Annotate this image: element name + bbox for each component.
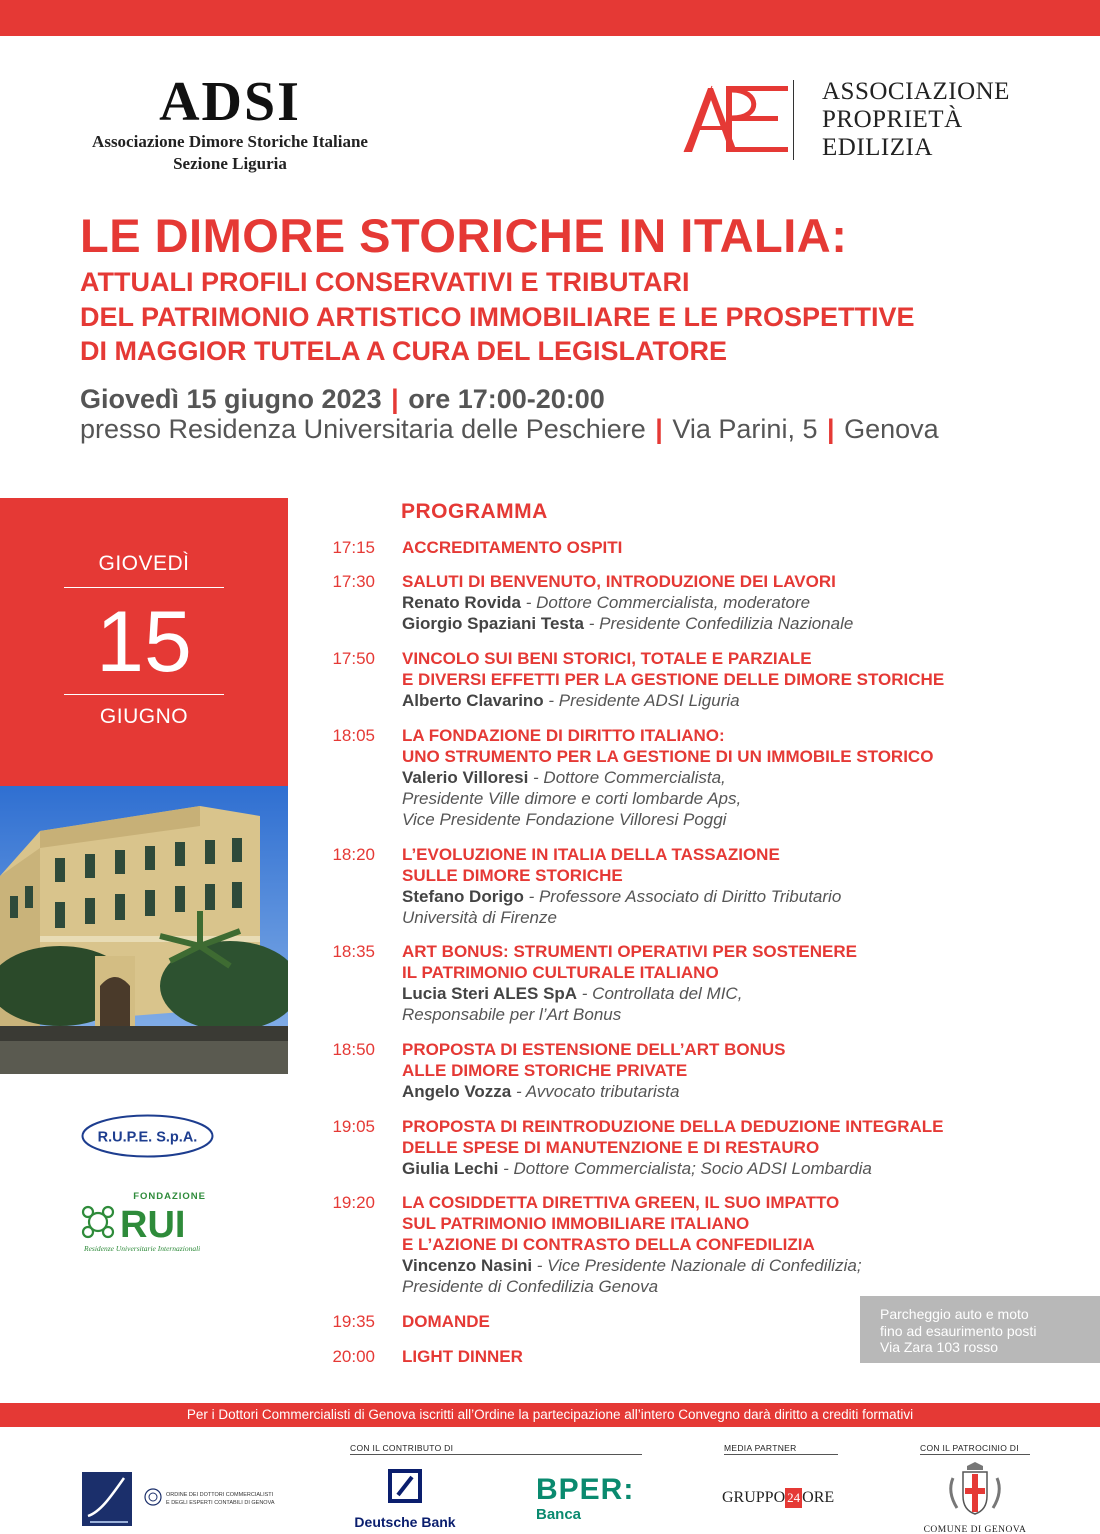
program-heading: LA COSIDDETTA DIRETTIVA GREEN, IL SUO IMPATTO: [402, 1193, 840, 1212]
rupe-logo: [80, 1113, 215, 1159]
adsi-logo-line1: Associazione Dimore Storiche Italiane: [92, 132, 368, 151]
program-time: 17:50: [332, 649, 375, 668]
gruppo24ore-logo: [722, 1488, 834, 1508]
genova-coat-of-arms-icon: [945, 1462, 1005, 1518]
program-heading: IL PATRIMONIO CULTURALE ITALIANO: [402, 963, 719, 982]
program-time: 18:05: [332, 726, 375, 745]
program-speaker-line: [402, 788, 1082, 809]
speaker-role: Responsabile per l’Art Bonus: [402, 1005, 622, 1024]
parking-line-1: Parcheggio auto e moto: [880, 1306, 1029, 1322]
date-box-month: GIUGNO: [99, 705, 189, 728]
footer-rule-media: [724, 1454, 838, 1455]
date-box-day: GIOVEDÌ: [98, 552, 190, 575]
ape-logo-line3: EDILIZIA: [822, 134, 933, 161]
rui-logo-sub: Residenze Universitarie Internazionali: [84, 1244, 201, 1253]
comune-genova-logo: [920, 1462, 1030, 1534]
program-heading: L’EVOLUZIONE IN ITALIA DELLA TASSAZIONE: [402, 845, 780, 864]
odcec-emblem-icon: [80, 1468, 140, 1530]
speaker-name: Angelo Vozza: [402, 1082, 512, 1101]
parking-note: [860, 1296, 1100, 1363]
program-time: 19:05: [332, 1117, 375, 1136]
program-body: [402, 1192, 1082, 1297]
program-heading: UNO STRUMENTO PER LA GESTIONE DI UN IMMOBILE STORICO: [402, 747, 934, 766]
program-heading: ART BONUS: STRUMENTI OPERATIVI PER SOSTENERE: [402, 942, 857, 961]
speaker-role: - Presidente Confedilizia Nazionale: [584, 614, 854, 633]
speaker-role: - Presidente ADSI Liguria: [543, 691, 740, 710]
speaker-role: - Professore Associato di Diritto Tributario: [523, 887, 842, 906]
speaker-name: Renato Rovida: [402, 593, 522, 612]
speaker-name: Lucia Steri ALES SpA: [402, 984, 578, 1003]
rui-logo-top: FONDAZIONE: [133, 1191, 206, 1202]
adsi-logo-name: ADSI: [159, 71, 301, 133]
footer-label-media: MEDIA PARTNER: [724, 1443, 797, 1453]
program-heading: E DIVERSI EFFETTI PER LA GESTIONE DELLE DIMORE STORICHE: [402, 670, 945, 689]
parking-line-3: Via Zara 103 rosso: [880, 1339, 999, 1355]
event-date: Giovedì 15 giugno 2023: [80, 384, 382, 414]
top-red-bar: [0, 0, 1100, 36]
bper-logo-name: BPER:: [536, 1473, 635, 1506]
program-body: [402, 1116, 1082, 1179]
deutsche-bank-logo: [350, 1468, 460, 1530]
speaker-role: Presidente Ville dimore e corti lombarde Aps,: [402, 789, 742, 808]
date-box-number: 15: [96, 594, 192, 690]
gruppo24ore-left: GRUPPO: [722, 1489, 786, 1506]
page-title: LE DIMORE STORICHE IN ITALIA:: [80, 209, 848, 262]
rui-logo-name: RUI: [120, 1204, 186, 1246]
program-time: 19:20: [332, 1193, 375, 1212]
program-body: [402, 648, 1082, 711]
program-time: 20:00: [332, 1347, 375, 1366]
program-time: 18:50: [332, 1040, 375, 1059]
event-time: ore 17:00-20:00: [408, 384, 605, 414]
program-speaker-line: [402, 983, 1082, 1004]
odcec-logo: [80, 1468, 275, 1530]
program-heading: ACCREDITAMENTO OSPITI: [402, 538, 623, 557]
event-venue-line: [80, 414, 939, 445]
program-heading: E L’AZIONE DI CONTRASTO DELLA CONFEDILIZIA: [402, 1235, 815, 1254]
program-speaker-line: [402, 1255, 1082, 1276]
program-time: 18:35: [332, 942, 375, 961]
date-box-divider-bottom: [64, 694, 224, 695]
odcec-text: [166, 1491, 275, 1507]
speaker-role: - Dottore Commercialista, moderatore: [521, 593, 811, 612]
date-box-divider-top: [64, 587, 224, 588]
speaker-role: - Avvocato tributarista: [511, 1082, 680, 1101]
event-date-line: [80, 384, 605, 415]
program-speaker-line: [402, 767, 1082, 788]
adsi-logo: [80, 71, 380, 174]
program-title: PROGRAMMA: [401, 500, 548, 523]
speaker-role: - Vice Presidente Nazionale di Confedilizia;: [532, 1256, 862, 1275]
program-heading: LA FONDAZIONE DI DIRITTO ITALIANO:: [402, 726, 725, 745]
ape-logo-divider: [793, 80, 794, 160]
program-body: [402, 571, 1082, 634]
separator: |: [391, 384, 399, 414]
program-speaker-line: [402, 613, 1082, 634]
program-body: [402, 1039, 1082, 1102]
rui-logo: [80, 1188, 210, 1258]
footer-label-contributo: CON IL CONTRIBUTO DI: [350, 1443, 454, 1453]
rupe-logo-text: R.U.P.E. S.p.A.: [97, 1129, 198, 1146]
program-speaker-line: [402, 1276, 1082, 1297]
program-heading: SULLE DIMORE STORICHE: [402, 866, 623, 885]
program-time: 19:35: [332, 1312, 375, 1331]
speaker-role: - Controllata del MIC,: [577, 984, 743, 1003]
program-time: 17:30: [332, 572, 375, 591]
bper-logo-sub: Banca: [536, 1506, 582, 1523]
speaker-name: Valerio Villoresi: [402, 768, 529, 787]
speaker-name: Vincenzo Nasini: [402, 1256, 533, 1275]
program-heading: SUL PATRIMONIO IMMOBILIARE ITALIANO: [402, 1214, 750, 1233]
odcec-seal-icon: [144, 1488, 162, 1506]
program-speaker-line: [402, 1004, 1082, 1025]
adsi-logo-line2: Sezione Liguria: [173, 154, 287, 173]
odcec-line-1: ORDINE DEI DOTTORI COMMERCIALISTI: [166, 1492, 274, 1498]
ape-logo-line2: PROPRIETÀ: [822, 106, 963, 133]
ape-logo-line1: ASSOCIAZIONE: [822, 78, 1010, 105]
speaker-name: Giorgio Spaziani Testa: [402, 614, 584, 633]
program-speaker-line: [402, 886, 1082, 907]
subtitle-line-1: ATTUALI PROFILI CONSERVATIVI E TRIBUTARI: [80, 267, 690, 297]
program-body: [402, 725, 1082, 830]
program-heading: PROPOSTA DI ESTENSIONE DELL’ART BONUS: [402, 1040, 786, 1059]
program-speaker-line: [402, 809, 1082, 830]
villa-photo-illustration: [0, 786, 288, 1074]
program-body: [402, 537, 1082, 558]
program-speaker-line: [402, 1158, 1082, 1179]
program-speaker-line: [402, 592, 1082, 613]
odcec-line-2: E DEGLI ESPERTI CONTABILI DI GENOVA: [166, 1500, 275, 1506]
bper-logo: [536, 1474, 656, 1524]
speaker-role: Presidente di Confedilizia Genova: [402, 1277, 659, 1296]
program-heading: DELLE SPESE DI MANUTENZIONE E DI RESTAURO: [402, 1138, 820, 1157]
footer-rule-patrocinio: [920, 1454, 1030, 1455]
speaker-role: Vice Presidente Fondazione Villoresi Poggi: [402, 810, 727, 829]
subtitle-line-3: DI MAGGIOR TUTELA A CURA DEL LEGISLATORE: [80, 336, 727, 366]
deutsche-bank-name: Deutsche Bank: [354, 1514, 456, 1530]
program-heading: LIGHT DINNER: [402, 1347, 523, 1366]
program-heading: SALUTI DI BENVENUTO, INTRODUZIONE DEI LAVORI: [402, 572, 836, 591]
program-speaker-line: [402, 1081, 1082, 1102]
program-body: [402, 844, 1082, 928]
speaker-name: Alberto Clavarino: [402, 691, 544, 710]
program-speaker-line: [402, 907, 1082, 928]
program-time: 18:20: [332, 845, 375, 864]
speaker-role: - Dottore Commercialista,: [528, 768, 726, 787]
program-body: [402, 941, 1082, 1025]
credits-bar: Per i Dottori Commercialisti di Genova iscritti all’Ordine la partecipazione all’intero Convegno darà diritto a crediti formativi: [0, 1403, 1100, 1427]
speaker-role: - Dottore Commercialista; Socio ADSI Lombardia: [498, 1159, 872, 1178]
program-heading: PROPOSTA DI REINTRODUZIONE DELLA DEDUZIONE INTEGRALE: [402, 1117, 944, 1136]
separator: |: [655, 414, 663, 444]
speaker-name: Giulia Lechi: [402, 1159, 499, 1178]
speaker-role: Università di Firenze: [402, 908, 557, 927]
rui-logo-emblem-icon: [80, 1188, 210, 1258]
gruppo24ore-right: ORE: [802, 1489, 835, 1506]
ape-logo-mark-icon: [682, 78, 802, 158]
deutsche-bank-slash-icon: [387, 1468, 423, 1504]
gruppo24ore-box: 24: [785, 1488, 802, 1508]
parking-line-2: fino ad esaurimento posti: [880, 1322, 1037, 1339]
separator: |: [826, 414, 835, 444]
comune-genova-name: COMUNE DI GENOVA: [923, 1525, 1027, 1534]
event-city: Genova: [844, 414, 939, 444]
speaker-name: Stefano Dorigo: [402, 887, 524, 906]
program-heading: ALLE DIMORE STORICHE PRIVATE: [402, 1061, 688, 1080]
subtitle-line-2: DEL PATRIMONIO ARTISTICO IMMOBILIARE E LE PROSPETTIVE: [80, 301, 915, 332]
ape-logo-text: [822, 78, 1010, 162]
event-address: Via Parini, 5: [672, 414, 818, 444]
footer-rule-contributo: [350, 1454, 642, 1455]
page-subtitle: [80, 265, 915, 369]
program-speaker-line: [402, 690, 1082, 711]
program-time: 17:15: [332, 538, 375, 557]
ape-logo: [682, 78, 1042, 168]
footer-label-patrocinio: CON IL PATROCINIO DI: [920, 1443, 1019, 1453]
event-venue: presso Residenza Universitaria delle Peschiere: [80, 414, 646, 444]
program-heading: DOMANDE: [402, 1312, 490, 1331]
program-heading: VINCOLO SUI BENI STORICI, TOTALE E PARZIALE: [402, 649, 812, 668]
villa-photo: [0, 786, 288, 1074]
